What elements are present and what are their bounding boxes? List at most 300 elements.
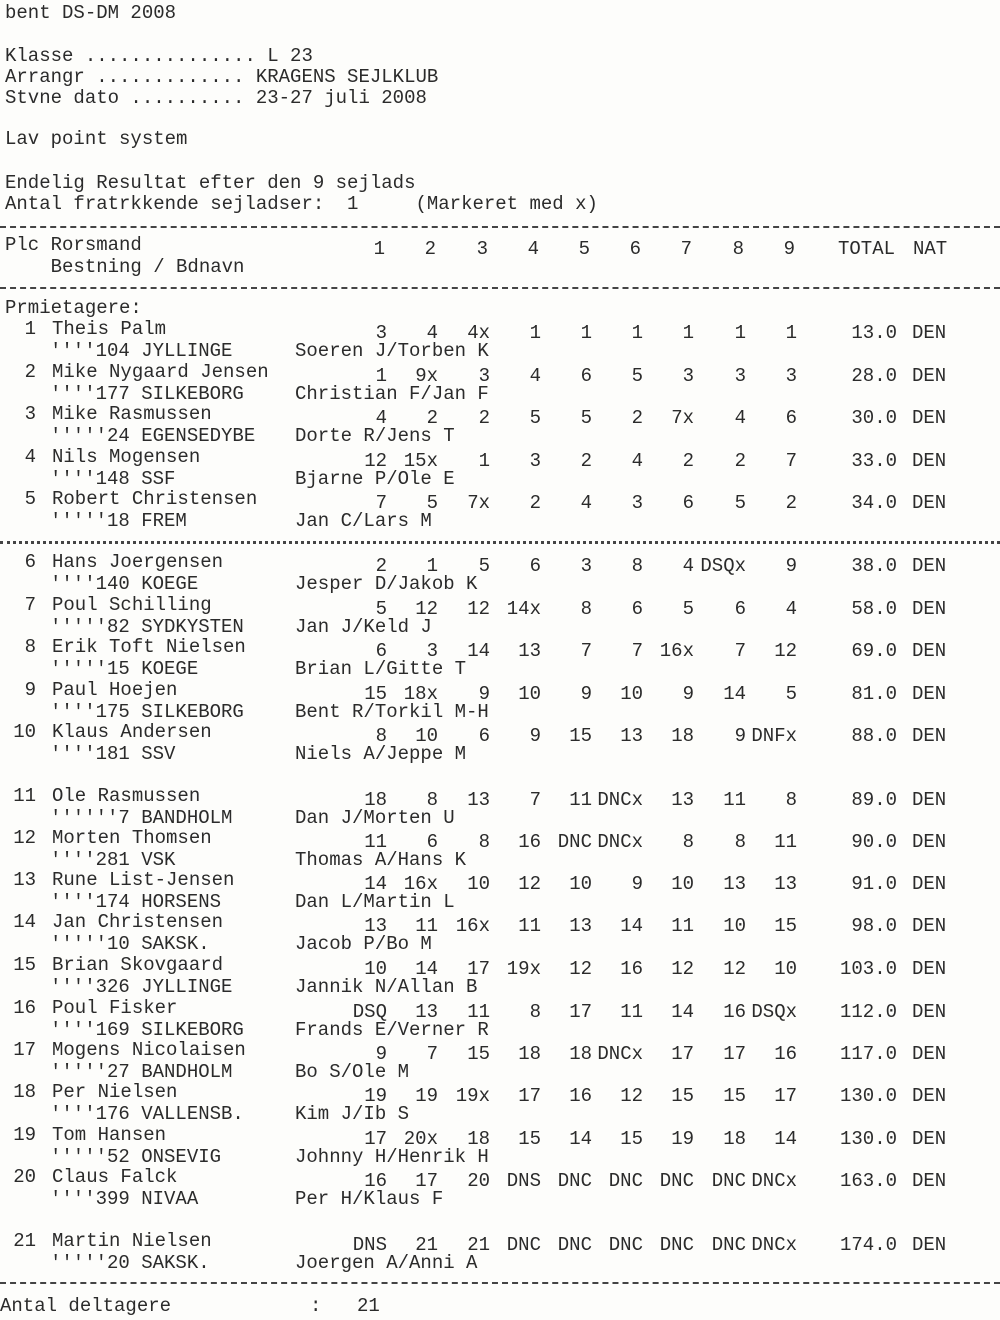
row-race-score: 9x	[415, 365, 438, 387]
row-race-score: 7x	[467, 492, 490, 514]
row-boat: '''''18 FREM	[50, 510, 187, 532]
row-race-score: 12	[620, 1085, 643, 1107]
row-race-score: 14	[620, 915, 643, 937]
row-race-score: 1	[682, 322, 694, 344]
row-crew: Niels A/Jeppe M	[295, 743, 467, 765]
row-race-score: 13	[774, 873, 797, 895]
row-skipper: Jan Christensen	[52, 911, 224, 933]
col-boat: Bestning / Bdnavn	[5, 256, 245, 278]
row-race-score: 7	[631, 640, 643, 662]
row-total: 28.0	[851, 365, 897, 387]
row-race-score: 9	[375, 1043, 387, 1065]
row-total: 130.0	[839, 1085, 897, 1107]
row-race-score: 9	[734, 725, 746, 747]
row-boat: ''''104 JYLLINGE	[50, 340, 233, 362]
row-race-score: 13	[467, 789, 490, 811]
row-race-score: 5	[580, 407, 592, 429]
row-race-score: 15	[467, 1043, 490, 1065]
row-race-score: DNC	[711, 1234, 746, 1256]
row-race-score: DSQx	[700, 555, 746, 577]
row-skipper: Tom Hansen	[52, 1124, 167, 1146]
col-race-1: 1	[373, 238, 385, 260]
row-boat: ''''177 SILKEBORG	[50, 383, 244, 405]
row-race-score: DNCx	[597, 831, 643, 853]
row-race-score: 8	[785, 789, 797, 811]
row-boat: ''''399 NIVAA	[50, 1188, 199, 1210]
row-race-score: 5	[478, 555, 490, 577]
discard-line: Antal fratrkkende sejladser: 1 (Markeret med x)	[5, 193, 598, 215]
row-race-score: 4	[785, 598, 797, 620]
row-race-score: 21	[415, 1234, 438, 1256]
row-race-score: 4	[426, 322, 438, 344]
row-place: 8	[24, 636, 36, 658]
row-race-score: DNCx	[751, 1234, 797, 1256]
row-race-score: 3	[580, 555, 592, 577]
row-race-score: 8	[478, 831, 490, 853]
document-title: bent DS-DM 2008	[5, 2, 177, 24]
row-crew: Jacob P/Bo M	[295, 933, 432, 955]
row-total: 98.0	[851, 915, 897, 937]
row-race-score: 11	[620, 1001, 643, 1023]
row-race-score: DNFx	[751, 725, 797, 747]
row-race-score: 7	[734, 640, 746, 662]
row-nat: DEN	[912, 407, 947, 429]
row-race-score: 20x	[403, 1128, 438, 1150]
row-race-score: 5	[734, 492, 746, 514]
row-boat: ''''140 KOEGE	[50, 573, 199, 595]
row-race-score: DNCx	[597, 1043, 643, 1065]
row-race-score: 6	[375, 640, 387, 662]
row-race-score: 10	[415, 725, 438, 747]
row-boat: ''''174 HORSENS	[50, 891, 222, 913]
col-nat: NAT	[913, 238, 948, 260]
row-race-score: 8	[375, 725, 387, 747]
row-race-score: 15	[620, 1128, 643, 1150]
row-place: 1	[24, 318, 36, 340]
row-race-score: DNC	[557, 831, 592, 853]
row-race-score: 16	[774, 1043, 797, 1065]
row-race-score: 12	[415, 598, 438, 620]
row-skipper: Mogens Nicolaisen	[52, 1039, 246, 1061]
row-total: 112.0	[839, 1001, 897, 1023]
row-race-score: 4	[734, 407, 746, 429]
row-skipper: Robert Christensen	[52, 488, 258, 510]
row-race-score: 6	[631, 598, 643, 620]
row-race-score: 13	[569, 915, 592, 937]
row-boat: '''''10 SAKSK.	[50, 933, 210, 955]
row-race-score: 8	[682, 831, 694, 853]
row-race-score: 6	[785, 407, 797, 429]
row-skipper: Theis Palm	[52, 318, 167, 340]
row-skipper: Brian Skovgaard	[52, 954, 224, 976]
row-skipper: Claus Falck	[52, 1166, 178, 1188]
row-place: 19	[13, 1124, 36, 1146]
row-race-score: 8	[529, 1001, 541, 1023]
row-place: 16	[13, 997, 36, 1019]
row-race-score: 5	[682, 598, 694, 620]
row-total: 103.0	[839, 958, 897, 980]
row-crew: Dan L/Martin L	[295, 891, 455, 913]
row-skipper: Ole Rasmussen	[52, 785, 201, 807]
row-nat: DEN	[912, 1085, 947, 1107]
row-race-score: 14	[569, 1128, 592, 1150]
row-race-score: DSQx	[751, 1001, 797, 1023]
row-race-score: 12	[723, 958, 746, 980]
participants-value: 21	[357, 1295, 380, 1317]
row-nat: DEN	[912, 1001, 947, 1023]
row-nat: DEN	[912, 958, 947, 980]
row-race-score: 3	[682, 365, 694, 387]
row-race-score: 16	[723, 1001, 746, 1023]
col-race-6: 6	[629, 238, 641, 260]
row-race-score: 7	[785, 450, 797, 472]
row-race-score: 17	[569, 1001, 592, 1023]
row-race-score: 9	[580, 683, 592, 705]
row-boat: ''''175 SILKEBORG	[50, 701, 244, 723]
row-race-score: 13	[620, 725, 643, 747]
row-race-score: 9	[631, 873, 643, 895]
row-skipper: Mike Rasmussen	[52, 403, 212, 425]
row-race-score: 2	[426, 407, 438, 429]
row-race-score: 1	[631, 322, 643, 344]
row-race-score: DNC	[659, 1234, 694, 1256]
row-boat: '''''27 BANDHOLM	[50, 1061, 233, 1083]
row-place: 9	[24, 679, 36, 701]
row-race-score: 10	[671, 873, 694, 895]
row-nat: DEN	[912, 873, 947, 895]
row-skipper: Paul Hoejen	[52, 679, 178, 701]
row-race-score: 13	[364, 915, 387, 937]
row-race-score: 15	[364, 683, 387, 705]
row-total: 38.0	[851, 555, 897, 577]
row-total: 58.0	[851, 598, 897, 620]
row-race-score: 7	[426, 1043, 438, 1065]
row-race-score: 3	[785, 365, 797, 387]
row-boat: '''''82 SYDKYSTEN	[50, 616, 244, 638]
row-total: 81.0	[851, 683, 897, 705]
participants-label: Antal deltagere	[0, 1295, 172, 1317]
row-race-score: 11	[569, 789, 592, 811]
row-race-score: 1	[580, 322, 592, 344]
row-race-score: 11	[518, 915, 541, 937]
row-race-score: 16	[620, 958, 643, 980]
row-race-score: 12	[569, 958, 592, 980]
row-race-score: 17	[774, 1085, 797, 1107]
row-race-score: 13	[415, 1001, 438, 1023]
row-boat: ''''''7 BANDHOLM	[50, 807, 233, 829]
row-race-score: 18	[518, 1043, 541, 1065]
row-race-score: 4	[682, 555, 694, 577]
row-total: 69.0	[851, 640, 897, 662]
row-race-score: 18	[723, 1128, 746, 1150]
row-race-score: 9	[478, 683, 490, 705]
row-race-score: 14x	[506, 598, 541, 620]
row-nat: DEN	[912, 915, 947, 937]
prize-winners-heading: Prmietagere:	[5, 297, 142, 319]
result-line: Endelig Resultat efter den 9 sejlads	[5, 172, 416, 194]
row-crew: Frands E/Verner R	[295, 1019, 489, 1041]
row-race-score: 2	[785, 492, 797, 514]
row-place: 11	[13, 785, 36, 807]
row-place: 15	[13, 954, 36, 976]
row-race-score: 6	[580, 365, 592, 387]
row-race-score: 15x	[403, 450, 438, 472]
row-race-score: DNC	[659, 1170, 694, 1192]
row-race-score: 16x	[659, 640, 694, 662]
row-crew: Bo S/Ole M	[295, 1061, 410, 1083]
row-race-score: 12	[364, 450, 387, 472]
row-race-score: 17	[415, 1170, 438, 1192]
row-race-score: 4	[529, 365, 541, 387]
row-race-score: 3	[375, 322, 387, 344]
row-race-score: 19x	[455, 1085, 490, 1107]
row-race-score: 16x	[403, 873, 438, 895]
row-race-score: 5	[631, 365, 643, 387]
row-race-score: 3	[631, 492, 643, 514]
row-race-score: 6	[734, 598, 746, 620]
row-race-score: 10	[620, 683, 643, 705]
row-race-score: 17	[467, 958, 490, 980]
row-race-score: 18	[467, 1128, 490, 1150]
row-place: 13	[13, 869, 36, 891]
row-nat: DEN	[912, 598, 947, 620]
row-race-score: 19	[364, 1085, 387, 1107]
row-nat: DEN	[912, 322, 947, 344]
row-crew: Dorte R/Jens T	[295, 425, 455, 447]
row-crew: Christian F/Jan F	[295, 383, 489, 405]
row-skipper: Morten Thomsen	[52, 827, 212, 849]
row-race-score: 1	[529, 322, 541, 344]
row-crew: Dan J/Morten U	[295, 807, 455, 829]
row-race-score: 11	[723, 789, 746, 811]
row-race-score: 11	[774, 831, 797, 853]
row-nat: DEN	[912, 1128, 947, 1150]
row-race-score: 13	[518, 640, 541, 662]
row-race-score: 15	[774, 915, 797, 937]
row-race-score: DNS	[506, 1170, 541, 1192]
row-race-score: DNS	[352, 1234, 387, 1256]
row-race-score: 16x	[455, 915, 490, 937]
row-race-score: DNC	[557, 1234, 592, 1256]
row-race-score: 8	[734, 831, 746, 853]
row-place: 4	[24, 446, 36, 468]
row-race-score: DNC	[608, 1170, 643, 1192]
row-total: 89.0	[851, 789, 897, 811]
footer-divider	[0, 1282, 1000, 1284]
row-race-score: 10	[774, 958, 797, 980]
row-race-score: 1	[375, 365, 387, 387]
row-race-score: 15	[569, 725, 592, 747]
row-skipper: Erik Toft Nielsen	[52, 636, 246, 658]
row-place: 2	[24, 361, 36, 383]
col-race-9: 9	[783, 238, 795, 260]
row-boat: '''''52 ONSEVIG	[50, 1146, 222, 1168]
row-race-score: 10	[364, 958, 387, 980]
participants-colon: :	[310, 1295, 322, 1317]
col-plc-rorsmand: Plc Rorsmand	[5, 234, 142, 256]
row-skipper: Poul Fisker	[52, 997, 178, 1019]
row-race-score: 21	[467, 1234, 490, 1256]
row-race-score: 17	[723, 1043, 746, 1065]
row-boat: '''''24 EGENSEDYBE	[50, 425, 256, 447]
row-race-score: 2	[529, 492, 541, 514]
row-place: 7	[24, 594, 36, 616]
row-race-score: 14	[723, 683, 746, 705]
row-race-score: 2	[580, 450, 592, 472]
col-race-4: 4	[527, 238, 539, 260]
row-race-score: 14	[415, 958, 438, 980]
row-race-score: DNC	[711, 1170, 746, 1192]
row-race-score: 6	[478, 725, 490, 747]
row-nat: DEN	[912, 365, 947, 387]
row-race-score: 10	[569, 873, 592, 895]
row-race-score: 5	[785, 683, 797, 705]
scoring-system: Lav point system	[5, 128, 188, 150]
row-crew: Kim J/Ib S	[295, 1103, 410, 1125]
row-race-score: 12	[518, 873, 541, 895]
row-race-score: DNC	[557, 1170, 592, 1192]
row-race-score: 18x	[403, 683, 438, 705]
row-nat: DEN	[912, 831, 947, 853]
row-race-score: 19	[415, 1085, 438, 1107]
row-total: 34.0	[851, 492, 897, 514]
row-crew: Brian L/Gitte T	[295, 658, 467, 680]
col-race-3: 3	[476, 238, 488, 260]
row-crew: Joergen A/Anni A	[295, 1252, 478, 1274]
row-race-score: 14	[671, 1001, 694, 1023]
row-race-score: 15	[723, 1085, 746, 1107]
row-crew: Bjarne P/Ole E	[295, 468, 455, 490]
row-place: 14	[13, 911, 36, 933]
row-skipper: Martin Nielsen	[52, 1230, 212, 1252]
row-race-score: 11	[671, 915, 694, 937]
row-place: 21	[13, 1230, 36, 1252]
row-total: 13.0	[851, 322, 897, 344]
header-divider-bottom	[0, 287, 1000, 289]
row-place: 18	[13, 1081, 36, 1103]
row-skipper: Poul Schilling	[52, 594, 212, 616]
row-total: 130.0	[839, 1128, 897, 1150]
row-race-score: DNC	[608, 1234, 643, 1256]
row-nat: DEN	[912, 683, 947, 705]
row-race-score: 10	[518, 683, 541, 705]
row-crew: Jannik N/Allan B	[295, 976, 478, 998]
row-crew: Per H/Klaus F	[295, 1188, 444, 1210]
row-race-score: 9	[682, 683, 694, 705]
klasse-line: Klasse ............... L 23	[5, 45, 313, 67]
row-place: 17	[13, 1039, 36, 1061]
row-place: 20	[13, 1166, 36, 1188]
row-skipper: Per Nielsen	[52, 1081, 178, 1103]
row-place: 3	[24, 403, 36, 425]
arrangr-line: Arrangr ............. KRAGENS SEJLKLUB	[5, 66, 439, 88]
row-nat: DEN	[912, 789, 947, 811]
row-total: 30.0	[851, 407, 897, 429]
col-race-7: 7	[680, 238, 692, 260]
row-boat: ''''176 VALLENSB.	[50, 1103, 244, 1125]
row-race-score: 5	[375, 598, 387, 620]
row-nat: DEN	[912, 555, 947, 577]
row-total: 33.0	[851, 450, 897, 472]
row-crew: Bent R/Torkil M-H	[295, 701, 489, 723]
row-skipper: Hans Joergensen	[52, 551, 224, 573]
row-total: 91.0	[851, 873, 897, 895]
row-race-score: 9	[785, 555, 797, 577]
row-nat: DEN	[912, 640, 947, 662]
row-boat: '''''20 SAKSK.	[50, 1252, 210, 1274]
row-total: 163.0	[839, 1170, 897, 1192]
row-total: 90.0	[851, 831, 897, 853]
row-crew: Jesper D/Jakob K	[295, 573, 478, 595]
row-race-score: 14	[467, 640, 490, 662]
row-nat: DEN	[912, 450, 947, 472]
row-place: 12	[13, 827, 36, 849]
row-race-score: 1	[426, 555, 438, 577]
row-skipper: Mike Nygaard Jensen	[52, 361, 269, 383]
row-boat: ''''181 SSV	[50, 743, 176, 765]
row-nat: DEN	[912, 1234, 947, 1256]
row-crew: Jan J/Keld J	[295, 616, 432, 638]
row-boat: '''''15 KOEGE	[50, 658, 199, 680]
row-race-score: 14	[774, 1128, 797, 1150]
row-race-score: 2	[375, 555, 387, 577]
row-race-score: 11	[364, 831, 387, 853]
row-race-score: 15	[518, 1128, 541, 1150]
row-boat: ''''281 VSK	[50, 849, 176, 871]
col-race-5: 5	[578, 238, 590, 260]
row-race-score: 7x	[671, 407, 694, 429]
row-race-score: 8	[631, 555, 643, 577]
row-race-score: 4	[631, 450, 643, 472]
row-crew: Jan C/Lars M	[295, 510, 432, 532]
row-race-score: 4	[580, 492, 592, 514]
row-race-score: 5	[529, 407, 541, 429]
row-boat: ''''148 SSF	[50, 468, 176, 490]
row-crew: Thomas A/Hans K	[295, 849, 467, 871]
row-race-score: DSQ	[352, 1001, 387, 1023]
row-crew: Soeren J/Torben K	[295, 340, 489, 362]
row-race-score: 13	[723, 873, 746, 895]
row-race-score: 17	[671, 1043, 694, 1065]
row-race-score: 3	[734, 365, 746, 387]
row-race-score: 2	[631, 407, 643, 429]
row-nat: DEN	[912, 1170, 947, 1192]
row-race-score: DNCx	[597, 789, 643, 811]
col-race-2: 2	[424, 238, 436, 260]
row-skipper: Klaus Andersen	[52, 721, 212, 743]
row-race-score: 11	[415, 915, 438, 937]
header-divider-top	[0, 226, 1000, 228]
row-race-score: 17	[518, 1085, 541, 1107]
row-race-score: 12	[467, 598, 490, 620]
row-race-score: 3	[426, 640, 438, 662]
row-race-score: DNC	[506, 1234, 541, 1256]
row-race-score: 16	[518, 831, 541, 853]
row-race-score: 2	[682, 450, 694, 472]
row-race-score: 16	[364, 1170, 387, 1192]
row-race-score: 12	[774, 640, 797, 662]
row-race-score: 1	[478, 450, 490, 472]
row-boat: ''''169 SILKEBORG	[50, 1019, 244, 1041]
row-race-score: 3	[529, 450, 541, 472]
col-total: TOTAL	[838, 238, 896, 260]
row-race-score: 7	[375, 492, 387, 514]
row-nat: DEN	[912, 1043, 947, 1065]
row-race-score: 5	[426, 492, 438, 514]
row-total: 174.0	[839, 1234, 897, 1256]
row-race-score: 2	[734, 450, 746, 472]
row-race-score: 8	[426, 789, 438, 811]
